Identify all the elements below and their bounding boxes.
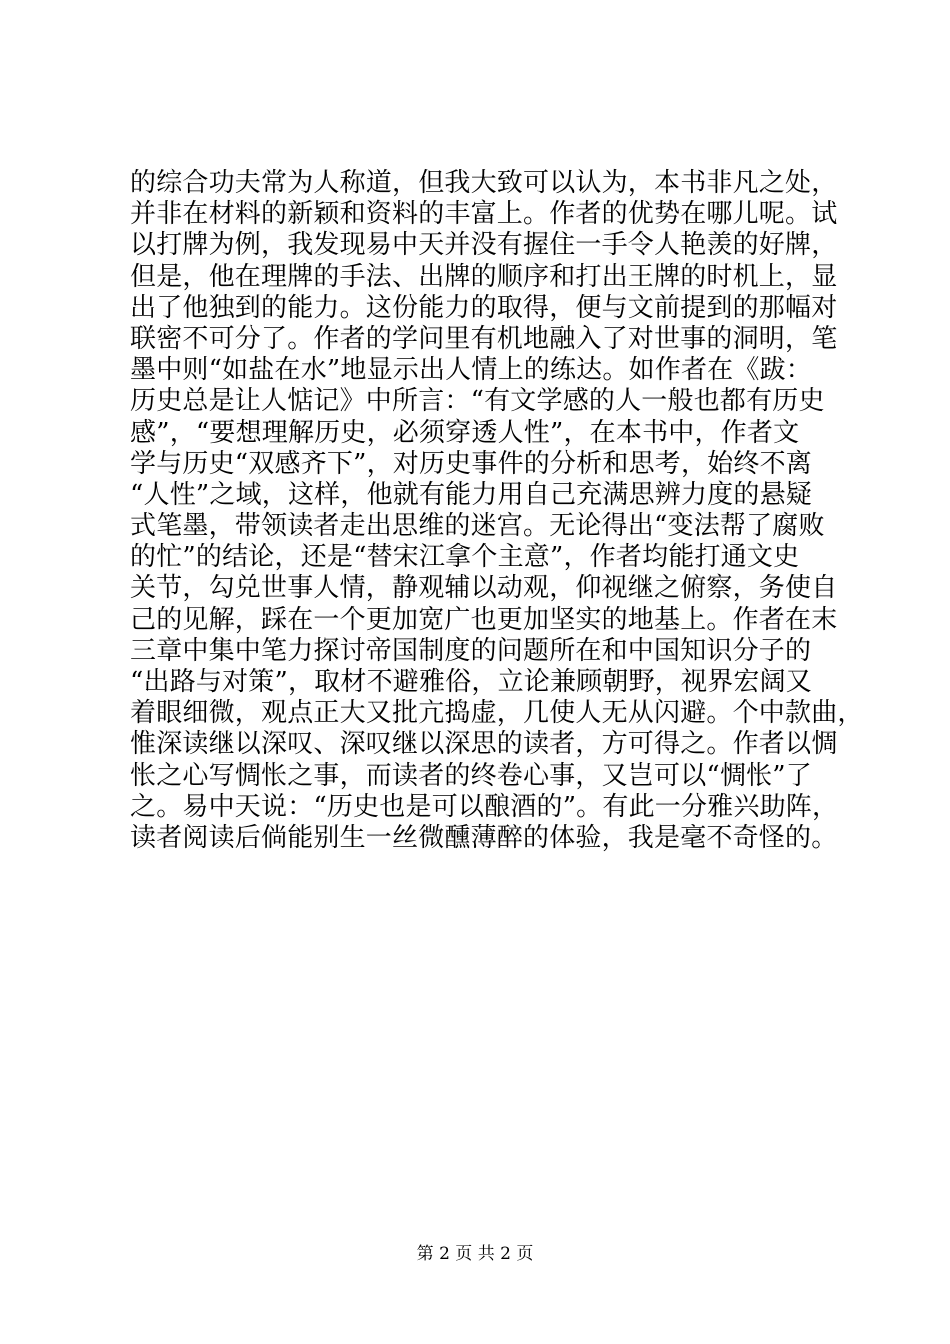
text-line: 三章中集中笔力探讨帝国制度的问题所在和中国知识分子的 — [130, 635, 812, 666]
text-line: 式笔墨，带领读者走出思维的迷宫。无论得出“变法帮了腐败 — [130, 511, 825, 542]
text-line: 以打牌为例，我发现易中天并没有握住一手令人艳羡的好牌， — [130, 230, 838, 261]
text-line: 之。易中天说：“历史也是可以酿酒的”。有此一分雅兴助阵， — [130, 791, 839, 822]
text-line: “出路与对策”，取材不避雅俗，立论兼顾朝野，视界宏阔又 — [130, 667, 812, 697]
text-line: 墨中则“如盐在水”地显示出人情上的练达。如作者在《跋： — [130, 355, 812, 386]
text-line: 出了他独到的能力。这份能力的取得，便与文前提到的那幅对 — [130, 292, 838, 323]
page-number-footer: 第 2 页 共 2 页 — [416, 1244, 534, 1264]
text-line: 但是，他在理牌的手法、出牌的顺序和打出王牌的时机上，显 — [130, 261, 838, 292]
text-line: 惟深读继以深叹、深叹继以深思的读者，方可得之。作者以惆 — [130, 729, 838, 760]
text-line: 己的见解，踩在一个更加宽广也更加坚实的地基上。作者在末 — [130, 604, 838, 635]
text-line: 怅之心写惆怅之事，而读者的终卷心事，又岂可以“惆怅”了 — [130, 760, 812, 791]
text-line: 并非在材料的新颖和资料的丰富上。作者的优势在哪儿呢。试 — [130, 199, 838, 230]
text-line: 历史总是让人惦记》中所言：“有文学感的人一般也都有历史 — [130, 386, 825, 417]
text-line: 的综合功夫常为人称道，但我大致可以认为，本书非凡之处， — [130, 168, 838, 198]
text-line: 联密不可分了。作者的学问里有机地融入了对世事的洞明，笔 — [130, 323, 838, 354]
text-line: 学与历史“双感齐下”，对历史事件的分析和思考，始终不离 — [130, 448, 812, 479]
text-line: 感”，“要想理解历史，必须穿透人性”，在本书中，作者文 — [130, 417, 800, 448]
text-line: “人性”之域，这样，他就有能力用自己充满思辨力度的悬疑 — [130, 479, 812, 510]
text-line: 读者阅读后倘能别生一丝微醺薄醉的体验，我是毫不奇怪的。 — [130, 822, 838, 853]
body-paragraph — [130, 168, 864, 854]
text-line: 着眼细微，观点正大又批亢捣虚，几使人无从闪避。个中款曲， — [130, 698, 864, 729]
text-line: 的忙”的结论，还是“替宋江拿个主意”，作者均能打通文史 — [130, 542, 800, 573]
text-line: 关节，勾兑世事人情，静观辅以动观，仰视继之俯察，务使自 — [130, 573, 838, 604]
